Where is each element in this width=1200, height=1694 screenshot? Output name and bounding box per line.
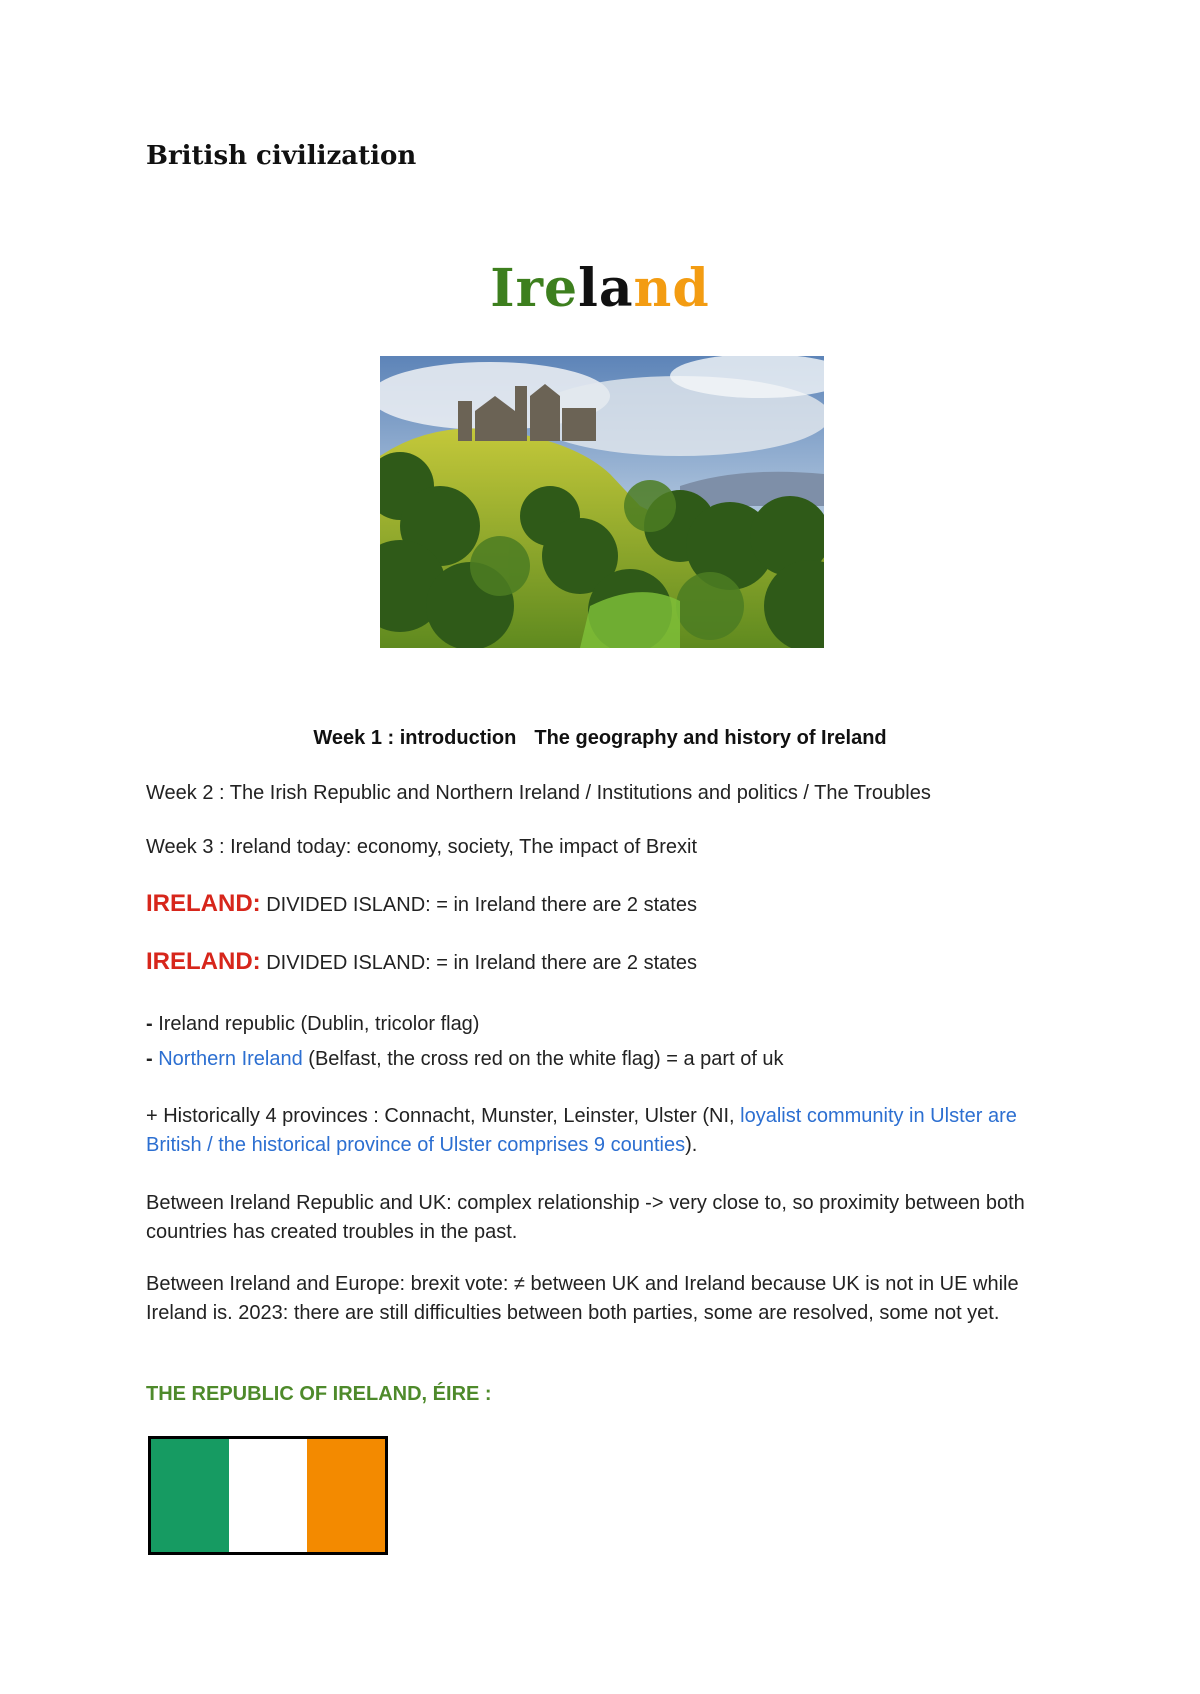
week1-title: Week 1 : introduction <box>313 727 517 749</box>
relationship-eu-paragraph: Between Ireland and Europe: brexit vote: ≠ between UK and Ireland because UK is not in UE while Ireland is. 2023: there are still difficulties between both parties, some are resolved, some not yet. <box>146 1273 1019 1324</box>
week1-topic: The geography and history of Ireland <box>534 727 887 749</box>
divided-island-text: DIVIDED ISLAND: = in Ireland there are 2 states <box>260 952 697 974</box>
castle-landscape-photo <box>380 356 824 648</box>
flag-stripe-green <box>151 1439 229 1552</box>
week1-line <box>0 727 1200 750</box>
irish-flag-icon <box>148 1436 388 1555</box>
ireland-label: IRELAND: <box>146 890 261 917</box>
bullet-text: Ireland republic (Dublin, tricolor flag) <box>158 1013 480 1035</box>
week3-line: Week 3 : Ireland today: economy, society, The impact of Brexit <box>146 836 697 858</box>
divided-island-text: DIVIDED ISLAND: = in Ireland there are 2 states <box>260 894 697 916</box>
bullet-item <box>146 1010 1066 1039</box>
northern-ireland-link[interactable]: Northern Ireland <box>158 1048 303 1070</box>
ireland-label: IRELAND: <box>146 948 261 975</box>
bullet-dash: - <box>146 1048 159 1070</box>
heading-part: nd <box>633 258 710 319</box>
bullet-item <box>146 1045 1066 1074</box>
flag-stripe-orange <box>307 1439 385 1552</box>
heading-part: Ire <box>490 258 579 319</box>
relationship-uk-paragraph: Between Ireland Republic and UK: complex relationship -> very close to, so proximity between both countries has created troubles in the past. <box>146 1192 1025 1243</box>
bullet-text: (Belfast, the cross red on the white flag) = a part of uk <box>302 1048 784 1070</box>
provinces-text-end: ). <box>685 1134 698 1156</box>
week2-line: Week 2 : The Irish Republic and Northern Ireland / Institutions and politics / The Troubles <box>146 782 931 804</box>
bullet-dash: - <box>146 1013 159 1035</box>
provinces-paragraph <box>146 1102 1066 1160</box>
heading-part: la <box>578 258 634 319</box>
loyalist-community-link[interactable]: loyalist community in Ulster are British / the historical province of Ulster comprises 9 counties <box>146 1105 1017 1156</box>
document-title: British civilization <box>146 141 417 171</box>
ireland-heading <box>0 258 1200 319</box>
divided-island-line <box>146 947 1066 978</box>
republic-heading: THE REPUBLIC OF IRELAND, ÉIRE : <box>146 1383 492 1405</box>
divided-island-line <box>146 889 1066 920</box>
provinces-text: + Historically 4 provinces : Connacht, Munster, Leinster, Ulster (NI, <box>146 1105 741 1127</box>
flag-stripe-white <box>229 1439 307 1552</box>
